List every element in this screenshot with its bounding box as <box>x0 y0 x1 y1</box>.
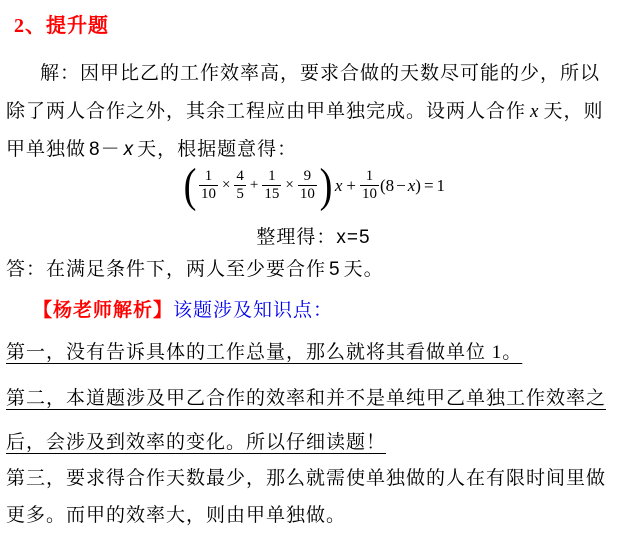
fraction-denominator: 10 <box>299 186 315 203</box>
analysis-point-3-text: 第三，要求得合作天数最少，那么就需使单独做的人在有限时间里做 <box>6 468 607 489</box>
solution-line-3-post: 天，根据题意得： <box>137 139 298 160</box>
teacher-analysis-tag: 【杨老师解析】 <box>33 300 174 321</box>
variable-x: x <box>530 101 540 122</box>
fraction-numerator: 1 <box>204 167 213 184</box>
fraction-4-5 <box>234 168 246 204</box>
solution-line-2-post: 天，则 <box>543 101 604 122</box>
analysis-point-3-continued <box>6 504 346 528</box>
analysis-point-2-continued-text: 后，会涉及到效率的变化。所以仔细读题！ <box>6 432 387 453</box>
variable-x: x <box>407 175 416 195</box>
fraction-denominator: 10 <box>361 186 377 203</box>
variable-x: x <box>334 175 343 195</box>
answer-line <box>6 258 384 282</box>
analysis-point-2-text: 第二，本道题涉及甲乙合作的效率和并不是单纯甲乙单独工作效率之 <box>6 388 607 409</box>
fraction-denominator: 10 <box>200 186 216 203</box>
analysis-point-2 <box>6 387 606 411</box>
answer-pre: 答：在满足条件下，两人至少要合作 <box>6 259 327 280</box>
analysis-point-1-text: 第一，没有告诉具体的工作总量，那么就将其看做单位 1。 <box>6 342 523 363</box>
analysis-header-line <box>33 299 333 323</box>
fraction-1-15 <box>262 168 281 204</box>
fraction-1-10 <box>199 168 218 204</box>
solution-line-2 <box>6 100 603 124</box>
big-close-paren: ) <box>319 159 333 212</box>
fraction-denominator: 15 <box>264 186 280 203</box>
plus-sign: + <box>249 177 259 194</box>
constant-8: 8 <box>385 175 395 195</box>
fraction-numerator: 1 <box>365 167 374 184</box>
solution-line-2-pre: 除了两人合作之外，其余工程应由甲单独完成。设两人合作 <box>6 101 527 122</box>
plus-sign: + <box>346 175 356 195</box>
solution-line-1-text: 解：因甲比乙的工作效率高，要求合做的天数尽可能的少，所以 <box>40 63 601 84</box>
fraction-denominator: 5 <box>236 186 244 203</box>
solution-line-1 <box>40 62 600 86</box>
analysis-point-1 <box>6 341 522 365</box>
simplified-value: x=5 <box>336 227 371 248</box>
variable-x: x <box>123 139 135 160</box>
multiply-sign: × <box>221 177 231 194</box>
analysis-point-3 <box>6 467 606 491</box>
equation <box>0 159 627 212</box>
section-heading: 2、提升题 <box>14 15 109 37</box>
solution-line-3-pre: 甲单独做 <box>6 139 87 160</box>
fraction-numerator: 9 <box>303 167 312 184</box>
big-open-paren: ( <box>183 159 197 212</box>
equals-sign: = <box>423 175 434 195</box>
fraction-9-10 <box>298 168 317 204</box>
fraction-1-10 <box>360 168 379 204</box>
minus-sign: − <box>396 175 406 195</box>
close-paren: ) <box>415 175 421 195</box>
analysis-intro: 该题涉及知识点： <box>173 300 334 321</box>
analysis-point-2-continued <box>6 431 386 455</box>
simplified-result-line <box>0 222 627 249</box>
answer-post: 天。 <box>343 259 384 280</box>
open-paren: ( <box>379 175 386 195</box>
analysis-point-3-continued-text: 更多。而甲的效率大，则由甲单独做。 <box>6 505 347 526</box>
fraction-numerator: 4 <box>236 167 244 184</box>
fraction-numerator: 1 <box>268 167 276 184</box>
solution-line-3 <box>6 138 300 162</box>
simplified-label: 整理得： <box>256 227 337 248</box>
answer-number: 5 <box>329 259 341 280</box>
multiply-sign: × <box>285 177 294 194</box>
result-value: 1 <box>436 175 446 195</box>
expression-8-minus: 8－ <box>89 139 121 160</box>
